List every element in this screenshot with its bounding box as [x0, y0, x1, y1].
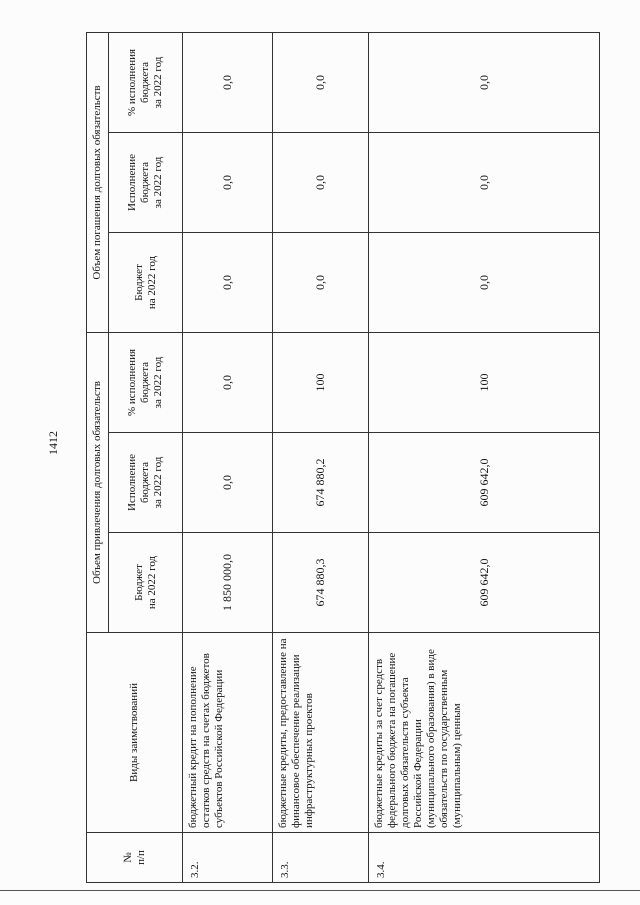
- row-raise-budget: 609 642,0: [369, 533, 600, 633]
- header-types: Виды заимствований: [87, 633, 183, 833]
- row-description: бюджетный кредит на пополнение остатков средств на счетах бюджетов субъектов Российской Федерации: [183, 633, 273, 833]
- row-repay-percent: 0,0: [183, 32, 273, 132]
- table-row: [273, 32, 369, 882]
- bottom-rule: [0, 890, 640, 891]
- row-repay-percent: 0,0: [369, 32, 600, 132]
- rotated-page-content: [86, 33, 600, 883]
- row-repay-budget: 0,0: [369, 232, 600, 332]
- row-raise-execution: 674 880,2: [273, 433, 369, 533]
- row-repay-execution: 0,0: [273, 132, 369, 232]
- row-raise-percent: 100: [273, 332, 369, 432]
- row-repay-execution: 0,0: [369, 132, 600, 232]
- row-repay-budget: 0,0: [273, 232, 369, 332]
- header-repay-percent: % исполнения бюджета за 2022 год: [109, 32, 183, 132]
- row-description: бюджетные кредиты за счет средств федерального бюджета на погашение долговых обязательств субъекта Российской Федерации (муниципального образования) в виде обязательств по государственным (муниципальным) ценным: [369, 633, 600, 833]
- header-group-repay: Объем погашения долговых обязательств: [87, 32, 109, 332]
- borrowing-table: [86, 32, 600, 883]
- row-repay-percent: 0,0: [273, 32, 369, 132]
- row-repay-execution: 0,0: [183, 132, 273, 232]
- row-raise-percent: 100: [369, 332, 600, 432]
- row-description: бюджетные кредиты, предоставление на финансовое обеспечение реализации инфраструктурных проектов: [273, 633, 369, 833]
- header-repay-execution: Исполнение бюджета за 2022 год: [109, 132, 183, 232]
- header-raise-percent: % исполнения бюджета за 2022 год: [109, 332, 183, 432]
- header-raise-execution: Исполнение бюджета за 2022 год: [109, 433, 183, 533]
- row-raise-budget: 1 850 000,0: [183, 533, 273, 633]
- header-raise-budget: Бюджет на 2022 год: [109, 533, 183, 633]
- row-num: 3.2.: [183, 833, 273, 883]
- table-row: [183, 32, 273, 882]
- row-repay-budget: 0,0: [183, 232, 273, 332]
- header-repay-budget: Бюджет на 2022 год: [109, 232, 183, 332]
- row-raise-percent: 0,0: [183, 332, 273, 432]
- row-raise-execution: 609 642,0: [369, 433, 600, 533]
- table-row: [369, 32, 600, 882]
- row-raise-execution: 0,0: [183, 433, 273, 533]
- row-raise-budget: 674 880,3: [273, 533, 369, 633]
- header-group-raise: Объем привлечения долговых обязательств: [87, 332, 109, 632]
- row-num: 3.4.: [369, 833, 600, 883]
- page-number: 1412: [46, 431, 60, 455]
- row-num: 3.3.: [273, 833, 369, 883]
- header-num: № п/п: [87, 833, 183, 883]
